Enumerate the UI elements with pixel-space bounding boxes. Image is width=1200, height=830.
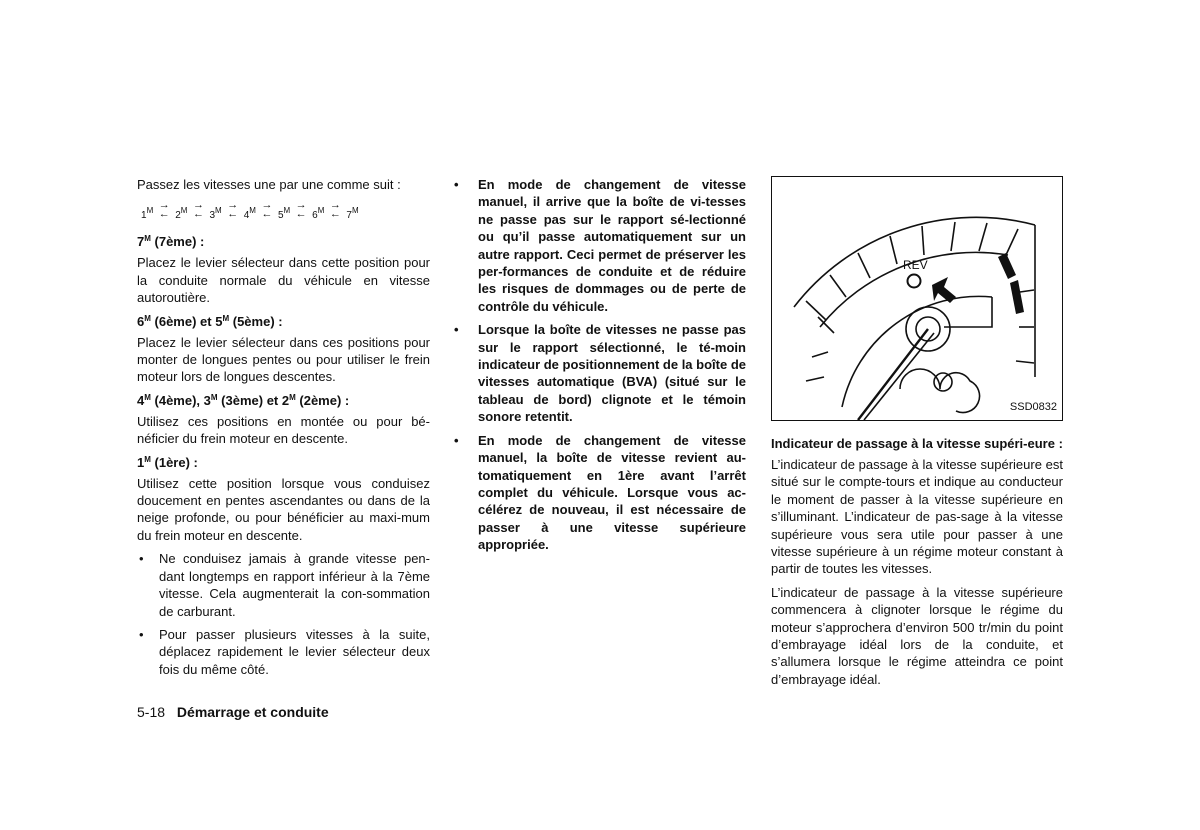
shift-arrows: → ← — [227, 199, 239, 221]
figure-code: SSD0832 — [1009, 400, 1057, 413]
intro-text: Passez les vitesses une par une comme suit : — [137, 177, 401, 192]
list-item: • Ne conduisez jamais à grande vitesse pen-dant longtemps en rapport inférieur à la 7ème vitesse. Cela augmenterait la con-sommation de carburant. — [137, 550, 430, 620]
tachometer-illustration — [772, 177, 1064, 422]
heading-7th: $7^M$ (7ème) : — [137, 234, 205, 250]
column-right — [771, 176, 1063, 694]
heading-upshift-indicator: Indicateur de passage à la vitesse supéri-eure : — [771, 436, 1063, 451]
list-item: • En mode de changement de vitesse manuel, il arrive que la boîte de vi-tesses ne passe pas sur le rapport sé-lectionné ou qu’il passe automatiquement sur un autre rapport. Ceci permet de préserver les per-formances de conduite et de réduire les risques de dommages ou de perte de contrôle du véhicule. — [452, 176, 746, 315]
column-left — [137, 176, 430, 684]
gear-6: $6^M$ — [312, 206, 325, 222]
shift-arrows: → ← — [261, 199, 273, 221]
shift-arrows: → ← — [158, 199, 170, 221]
text-1st: Utilisez cette position lorsque vous conduisez doucement en pentes ascendantes ou dans de la neige profonde, ou pour bénéficier au maxi-mum du frein moteur en descente. — [137, 475, 430, 543]
list-item: • En mode de changement de vitesse manuel, la boîte de vitesse revient au-tomatiquement en 1ère avant l’arrêt complet du véhicule. Lorsque vous ac-célérez de nouveau, il est nécessaire de passer à une vitesse supérieure appropriée. — [452, 432, 746, 554]
gear-4: $4^M$ — [243, 206, 256, 222]
text-4th-3rd-2nd: Utilisez ces positions en montée ou pour bé-néficier du frein moteur en descente. — [137, 413, 430, 447]
heading-1st: $1^M$ (1ère) : — [137, 454, 198, 470]
gear-sequence — [141, 201, 430, 223]
rev-label: REV — [903, 258, 928, 272]
page-footer — [137, 704, 329, 720]
bullet-list-left — [137, 550, 430, 678]
bullet-list-middle — [452, 176, 746, 554]
tachometer-figure — [771, 176, 1063, 421]
text-6th-5th: Placez le levier sélecteur dans ces positions pour monter de longues pentes ou pour utiliser le frein moteur lors de longues descentes. — [137, 334, 430, 385]
gear-7: $7^M$ — [346, 206, 359, 222]
section-title: Démarrage et conduite — [176, 704, 329, 720]
shift-arrows: → ← — [295, 199, 307, 221]
heading-6th-5th: $6^M$ (6ème) et $5^M$ (5ème) : — [137, 313, 283, 329]
text-7th: Placez le levier sélecteur dans cette position pour la conduite normale du véhicule en vitesse autoroutière. — [137, 255, 430, 306]
upshift-paragraph-2: L’indicateur de passage à la vitesse supérieure commencera à clignoter lorsque le régime du moteur s’approchera d’environ 500 tr/min du point d’embrayage idéal lors de la conduite, et s’allumera lorsque le régime atteindra ce point d’embrayage idéal. — [771, 584, 1063, 687]
gear-2: $2^M$ — [175, 206, 188, 222]
upshift-paragraph-1: L’indicateur de passage à la vitesse supérieure est situé sur le compte-tours et indique au conducteur le moment de passer à la vitesse supérieure en s’illuminant. L’indicateur de pas-sage à la vitesse supérieure vous sera utile pour passer à une vitesse supérieure à un régime moteur constant à partir de toutes les vitesses. — [771, 457, 1063, 577]
column-middle — [452, 176, 746, 560]
gear-5: $5^M$ — [277, 206, 291, 222]
shift-arrows: → ← — [192, 199, 204, 221]
heading-4th-3rd-2nd: $4^M$ (4ème), $3^M$ (3ème) et $2^M$ (2ème) : — [137, 392, 350, 408]
list-item: • Lorsque la boîte de vitesses ne passe pas sur le rapport sélectionné, le té-moin indicateur de positionnement de la boîte de vitesses automatique (BVA) (situé sur le tableau de bord) clignote et le témoin sonore retentit. — [452, 321, 746, 425]
gear-1: $1^M$ — [141, 206, 154, 222]
shift-arrows: → ← — [329, 199, 341, 221]
page-number: 5-18 — [137, 704, 166, 720]
gear-3: $3^M$ — [209, 206, 222, 222]
list-item: • Pour passer plusieurs vitesses à la suite, déplacez rapidement le levier sélecteur deux fois du même côté. — [137, 626, 430, 678]
